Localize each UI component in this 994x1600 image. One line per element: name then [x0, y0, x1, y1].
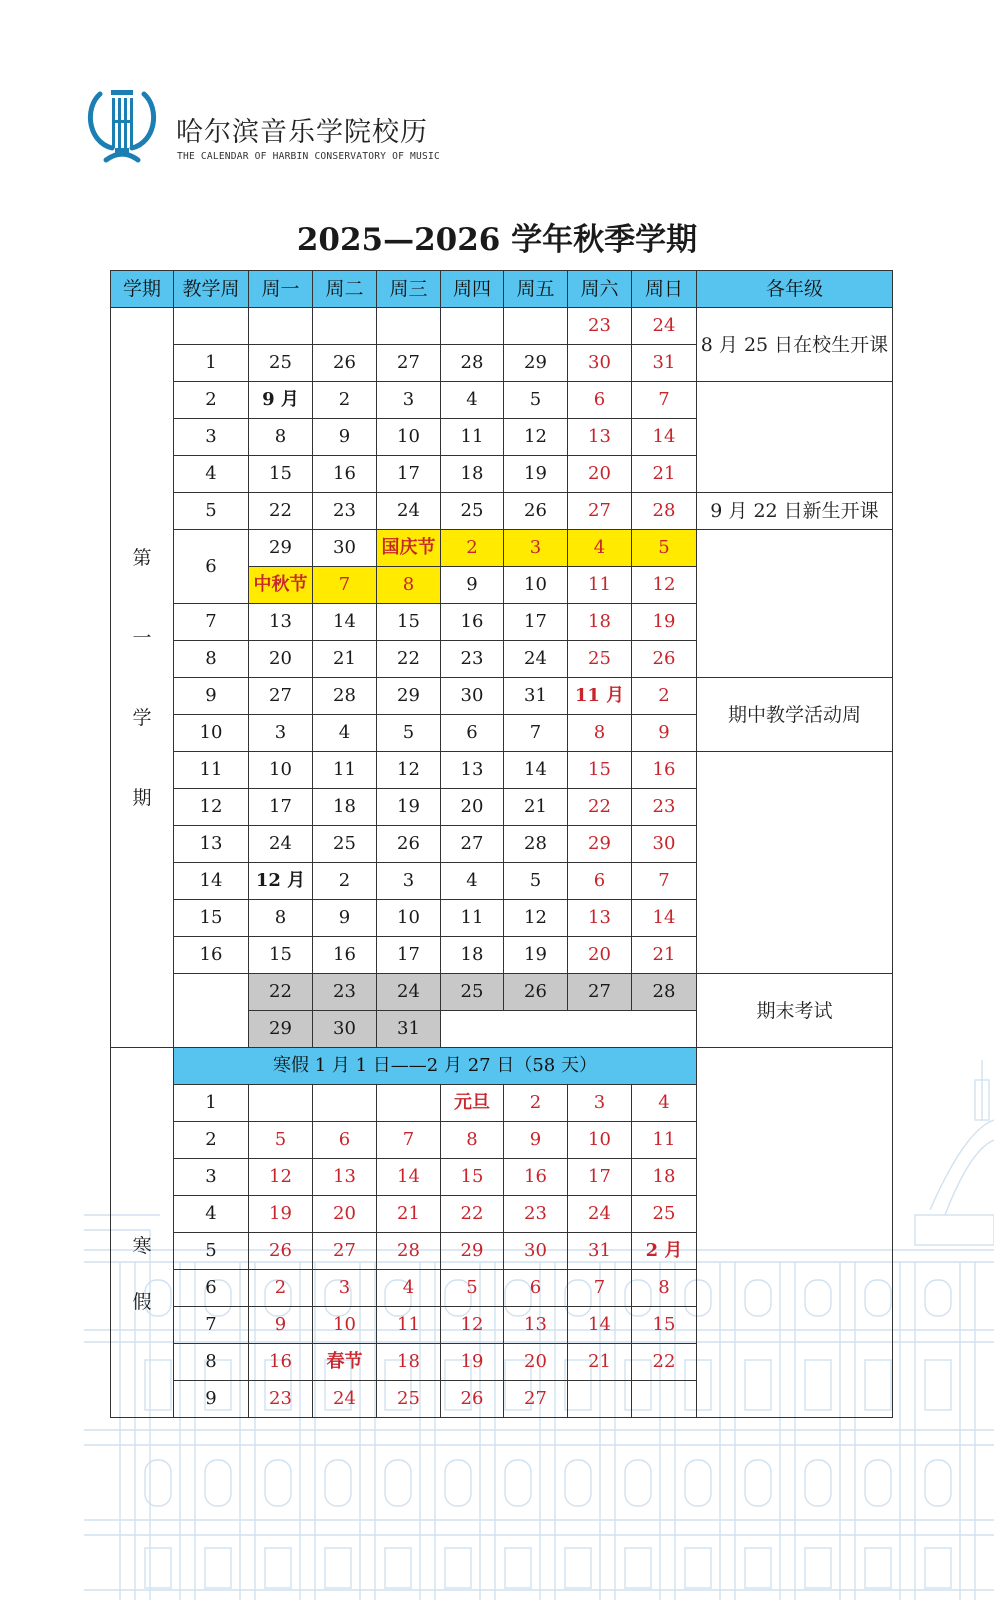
day-cell: 18	[441, 456, 504, 493]
day-cell: 16	[313, 456, 377, 493]
day-cell	[568, 1381, 632, 1418]
day-cell: 15	[441, 1159, 504, 1196]
day-cell: 8	[632, 1270, 697, 1307]
day-cell: 16	[632, 752, 697, 789]
day-cell: 13	[504, 1307, 568, 1344]
holiday-cell: 4	[568, 530, 632, 567]
exam-day-cell: 31	[377, 1011, 441, 1048]
day-cell: 16	[249, 1344, 313, 1381]
term1-label: 第 一 学 期	[111, 308, 174, 1048]
week-cell: 9	[174, 1381, 249, 1418]
day-cell: 5	[504, 382, 568, 419]
week-cell: 5	[174, 1233, 249, 1270]
table-row	[111, 530, 893, 567]
holiday-cell: 7	[313, 567, 377, 604]
day-cell: 18	[313, 789, 377, 826]
day-cell: 21	[313, 641, 377, 678]
day-cell: 10	[504, 567, 568, 604]
table-row	[111, 974, 893, 1011]
day-cell: 27	[441, 826, 504, 863]
day-cell: 7	[568, 1270, 632, 1307]
week-cell: 4	[174, 456, 249, 493]
holiday-cell: 8	[377, 567, 441, 604]
day-cell: 23	[632, 789, 697, 826]
day-cell: 27	[249, 678, 313, 715]
day-cell: 12	[632, 567, 697, 604]
day-cell: 2	[632, 678, 697, 715]
day-cell: 9	[249, 1307, 313, 1344]
day-cell: 15	[249, 937, 313, 974]
week-cell: 11	[174, 752, 249, 789]
day-cell: 23	[441, 641, 504, 678]
note-empty	[697, 1048, 893, 1418]
day-cell: 11	[632, 1122, 697, 1159]
day-cell: 26	[504, 493, 568, 530]
header-row	[111, 271, 893, 308]
winter-banner: 寒假 1 月 1 日——2 月 27 日（58 天）	[174, 1048, 697, 1085]
day-cell: 20	[441, 789, 504, 826]
day-cell: 27	[504, 1381, 568, 1418]
week-cell: 10	[174, 715, 249, 752]
day-cell: 21	[632, 456, 697, 493]
day-cell: 20	[568, 456, 632, 493]
day-cell: 18	[632, 1159, 697, 1196]
day-cell: 10	[377, 900, 441, 937]
day-cell: 28	[441, 345, 504, 382]
day-cell: 26	[632, 641, 697, 678]
month-marker: 2 月	[632, 1233, 697, 1270]
exam-day-cell: 28	[632, 974, 697, 1011]
day-cell: 2	[249, 1270, 313, 1307]
day-cell: 22	[249, 493, 313, 530]
note-freshmen: 9 月 22 日新生开课	[697, 493, 893, 530]
week-cell: 4	[174, 1196, 249, 1233]
day-cell: 18	[441, 937, 504, 974]
header-thu: 周四	[441, 271, 504, 308]
day-cell: 28	[504, 826, 568, 863]
day-cell: 3	[377, 382, 441, 419]
day-cell: 31	[504, 678, 568, 715]
week-cell: 13	[174, 826, 249, 863]
day-cell: 4	[441, 863, 504, 900]
day-cell: 16	[313, 937, 377, 974]
day-cell: 22	[568, 789, 632, 826]
day-cell: 27	[568, 493, 632, 530]
day-cell: 27	[313, 1233, 377, 1270]
day-cell: 4	[313, 715, 377, 752]
day-cell: 2	[313, 382, 377, 419]
exam-day-cell: 24	[377, 974, 441, 1011]
header-mon: 周一	[249, 271, 313, 308]
day-cell: 24	[568, 1196, 632, 1233]
day-cell: 25	[249, 345, 313, 382]
day-cell: 11	[568, 567, 632, 604]
week-cell: 6	[174, 1270, 249, 1307]
day-cell: 5	[441, 1270, 504, 1307]
day-cell	[313, 1085, 377, 1122]
page-title: 2025—2026 学年秋季学期	[296, 222, 698, 258]
school-name-en: THE CALENDAR OF HARBIN CONSERVATORY OF MUSIC	[177, 151, 440, 162]
week-cell: 8	[174, 641, 249, 678]
table-row	[111, 493, 893, 530]
week-cell: 3	[174, 1159, 249, 1196]
day-cell: 9	[441, 567, 504, 604]
header-sun: 周日	[632, 271, 697, 308]
day-cell: 29	[568, 826, 632, 863]
day-cell: 3	[249, 715, 313, 752]
day-cell: 25	[377, 1381, 441, 1418]
day-cell: 19	[441, 1344, 504, 1381]
day-cell: 5	[249, 1122, 313, 1159]
day-cell: 22	[632, 1344, 697, 1381]
day-cell: 14	[377, 1159, 441, 1196]
day-cell	[249, 308, 313, 345]
day-cell: 29	[441, 1233, 504, 1270]
day-cell: 12	[504, 419, 568, 456]
day-cell: 9	[504, 1122, 568, 1159]
month-marker: 12 月	[249, 863, 313, 900]
day-cell: 15	[632, 1307, 697, 1344]
day-cell: 24	[377, 493, 441, 530]
holiday-spring-festival: 春节	[313, 1344, 377, 1381]
note-midterm: 期中教学活动周	[697, 678, 893, 752]
winter-label: 寒 假	[111, 1048, 174, 1418]
week-cell: 12	[174, 789, 249, 826]
header-grades: 各年级	[697, 271, 893, 308]
day-cell: 11	[313, 752, 377, 789]
day-cell: 14	[632, 419, 697, 456]
table-row	[111, 752, 893, 789]
day-cell: 21	[632, 937, 697, 974]
day-cell: 8	[568, 715, 632, 752]
day-cell: 12	[504, 900, 568, 937]
header-tue: 周二	[313, 271, 377, 308]
day-cell: 17	[377, 456, 441, 493]
day-cell: 2	[504, 1085, 568, 1122]
day-cell: 25	[313, 826, 377, 863]
week-cell: 7	[174, 1307, 249, 1344]
week-cell: 5	[174, 493, 249, 530]
day-cell: 5	[504, 863, 568, 900]
day-cell: 30	[313, 530, 377, 567]
day-cell: 3	[568, 1085, 632, 1122]
header-wed: 周三	[377, 271, 441, 308]
day-cell: 13	[568, 419, 632, 456]
day-cell: 13	[249, 604, 313, 641]
day-cell: 23	[568, 308, 632, 345]
week-cell: 1	[174, 1085, 249, 1122]
week-cell: 3	[174, 419, 249, 456]
day-cell: 10	[313, 1307, 377, 1344]
day-cell: 11	[441, 419, 504, 456]
day-cell: 13	[313, 1159, 377, 1196]
day-cell: 14	[504, 752, 568, 789]
week-cell: 16	[174, 937, 249, 974]
day-cell: 6	[568, 863, 632, 900]
day-cell: 28	[632, 493, 697, 530]
day-cell: 29	[504, 345, 568, 382]
day-cell: 7	[377, 1122, 441, 1159]
day-cell: 26	[377, 826, 441, 863]
day-cell: 12	[249, 1159, 313, 1196]
day-cell: 19	[249, 1196, 313, 1233]
week-cell: 15	[174, 900, 249, 937]
day-cell: 30	[504, 1233, 568, 1270]
week-cell: 14	[174, 863, 249, 900]
holiday-new-year: 元旦	[441, 1085, 504, 1122]
day-cell: 10	[377, 419, 441, 456]
exam-day-cell: 30	[313, 1011, 377, 1048]
day-cell: 29	[249, 530, 313, 567]
day-cell: 10	[249, 752, 313, 789]
day-cell	[504, 308, 568, 345]
day-cell: 28	[377, 1233, 441, 1270]
day-cell: 8	[441, 1122, 504, 1159]
week-cell: 8	[174, 1344, 249, 1381]
note-empty	[697, 530, 893, 678]
day-cell: 23	[313, 493, 377, 530]
day-cell: 30	[568, 345, 632, 382]
day-cell: 6	[441, 715, 504, 752]
day-cell: 25	[632, 1196, 697, 1233]
day-cell: 14	[632, 900, 697, 937]
exam-day-cell: 22	[249, 974, 313, 1011]
day-cell: 23	[249, 1381, 313, 1418]
day-cell: 26	[249, 1233, 313, 1270]
day-cell: 16	[441, 604, 504, 641]
day-cell: 17	[249, 789, 313, 826]
day-cell: 11	[377, 1307, 441, 1344]
day-cell: 4	[377, 1270, 441, 1307]
day-cell: 23	[504, 1196, 568, 1233]
day-cell: 30	[441, 678, 504, 715]
day-cell: 20	[313, 1196, 377, 1233]
day-cell: 17	[377, 937, 441, 974]
day-cell: 15	[249, 456, 313, 493]
day-cell: 19	[504, 456, 568, 493]
header-sat: 周六	[568, 271, 632, 308]
day-cell: 7	[632, 863, 697, 900]
table-row	[111, 308, 893, 345]
day-cell: 18	[377, 1344, 441, 1381]
day-cell: 19	[504, 937, 568, 974]
day-cell: 8	[249, 900, 313, 937]
holiday-national-day: 国庆节	[377, 530, 441, 567]
day-cell: 22	[377, 641, 441, 678]
day-cell: 30	[632, 826, 697, 863]
exam-day-cell: 29	[249, 1011, 313, 1048]
week-cell: 1	[174, 345, 249, 382]
day-cell: 21	[568, 1344, 632, 1381]
table-row	[111, 382, 893, 419]
day-cell: 22	[441, 1196, 504, 1233]
school-name-cn: 哈尔滨音乐学院校历	[176, 117, 428, 148]
note-empty	[697, 382, 893, 493]
day-cell: 4	[632, 1085, 697, 1122]
day-cell: 31	[632, 345, 697, 382]
day-cell: 14	[313, 604, 377, 641]
day-cell: 27	[377, 345, 441, 382]
day-cell	[377, 308, 441, 345]
day-cell: 17	[504, 604, 568, 641]
week-cell: 6	[174, 530, 249, 604]
day-cell: 19	[377, 789, 441, 826]
day-cell: 13	[441, 752, 504, 789]
day-cell: 21	[504, 789, 568, 826]
week-cell: 2	[174, 382, 249, 419]
day-cell: 9	[313, 900, 377, 937]
lyre-logo-icon	[86, 86, 158, 170]
holiday-cell: 3	[504, 530, 568, 567]
day-cell: 24	[632, 308, 697, 345]
day-cell: 15	[568, 752, 632, 789]
day-cell: 7	[504, 715, 568, 752]
day-cell: 10	[568, 1122, 632, 1159]
header-fri: 周五	[504, 271, 568, 308]
day-cell: 17	[568, 1159, 632, 1196]
day-cell: 12	[441, 1307, 504, 1344]
day-cell: 28	[313, 678, 377, 715]
day-cell: 13	[568, 900, 632, 937]
day-cell: 25	[568, 641, 632, 678]
note-final: 期末考试	[697, 974, 893, 1048]
day-cell: 24	[313, 1381, 377, 1418]
day-cell: 21	[377, 1196, 441, 1233]
day-cell: 18	[568, 604, 632, 641]
week-cell: 9	[174, 678, 249, 715]
day-cell: 9	[313, 419, 377, 456]
day-cell: 20	[249, 641, 313, 678]
table-row	[111, 678, 893, 715]
day-cell: 29	[377, 678, 441, 715]
day-cell: 6	[568, 382, 632, 419]
exam-day-cell: 25	[441, 974, 504, 1011]
month-marker: 11 月	[568, 678, 632, 715]
day-cell: 9	[632, 715, 697, 752]
day-cell: 7	[632, 382, 697, 419]
header-week: 教学周	[174, 271, 249, 308]
empty-cell	[441, 1011, 697, 1048]
day-cell: 24	[249, 826, 313, 863]
day-cell: 6	[504, 1270, 568, 1307]
day-cell: 5	[377, 715, 441, 752]
day-cell: 31	[568, 1233, 632, 1270]
week-cell	[174, 308, 249, 345]
week-cell: 2	[174, 1122, 249, 1159]
day-cell	[441, 308, 504, 345]
note-empty	[697, 752, 893, 974]
day-cell: 26	[441, 1381, 504, 1418]
day-cell: 16	[504, 1159, 568, 1196]
exam-day-cell: 23	[313, 974, 377, 1011]
day-cell: 3	[313, 1270, 377, 1307]
month-marker: 9 月	[249, 382, 313, 419]
day-cell: 20	[568, 937, 632, 974]
day-cell: 4	[441, 382, 504, 419]
day-cell: 11	[441, 900, 504, 937]
table-row	[111, 1048, 893, 1085]
day-cell	[377, 1085, 441, 1122]
day-cell: 19	[632, 604, 697, 641]
week-cell	[174, 974, 249, 1048]
holiday-mid-autumn: 中秋节	[249, 567, 313, 604]
calendar-table	[110, 270, 893, 1418]
note-start: 8 月 25 日在校生开课	[697, 308, 893, 382]
day-cell	[632, 1381, 697, 1418]
day-cell: 25	[441, 493, 504, 530]
holiday-cell: 2	[441, 530, 504, 567]
day-cell: 24	[504, 641, 568, 678]
week-cell: 7	[174, 604, 249, 641]
day-cell: 14	[568, 1307, 632, 1344]
exam-day-cell: 26	[504, 974, 568, 1011]
day-cell: 12	[377, 752, 441, 789]
day-cell	[249, 1085, 313, 1122]
day-cell: 3	[377, 863, 441, 900]
day-cell: 26	[313, 345, 377, 382]
day-cell: 20	[504, 1344, 568, 1381]
day-cell: 6	[313, 1122, 377, 1159]
holiday-cell: 5	[632, 530, 697, 567]
day-cell: 15	[377, 604, 441, 641]
day-cell	[313, 308, 377, 345]
exam-day-cell: 27	[568, 974, 632, 1011]
header-term: 学期	[111, 271, 174, 308]
day-cell: 8	[249, 419, 313, 456]
day-cell: 2	[313, 863, 377, 900]
